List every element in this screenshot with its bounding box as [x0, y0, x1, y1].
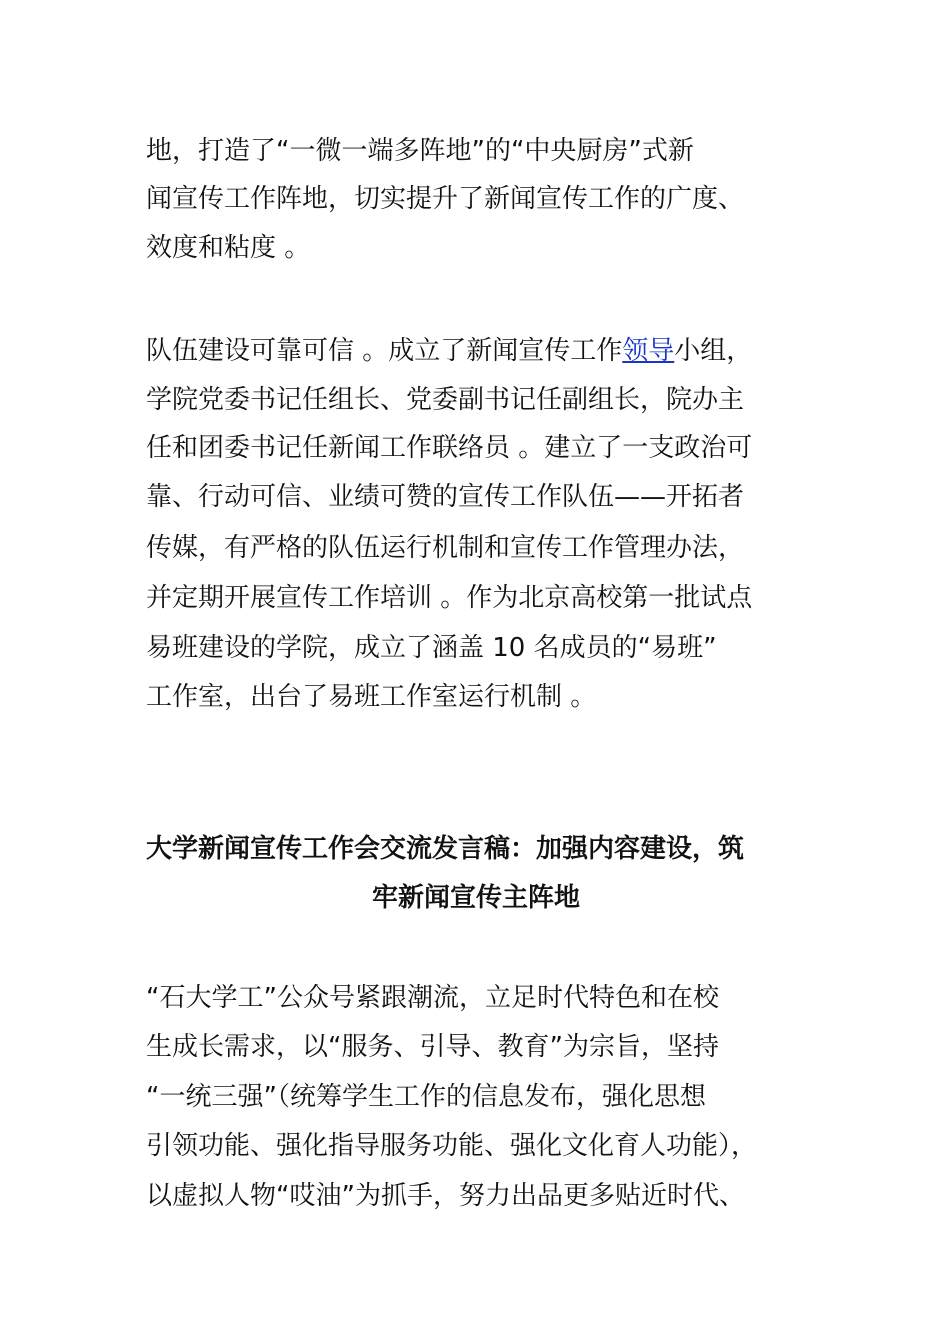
text-line: 闻宣传工作阵地，切实提升了新闻宣传工作的广度、 — [146, 184, 745, 214]
text-segment: 队伍建设可靠可信 。成立了新闻宣传工作 — [146, 336, 623, 366]
text-line: 任和团委书记任新闻工作联络员 。建立了一支政治可 — [146, 433, 753, 463]
heading-line-1: 大学新闻宣传工作会交流发言稿：加强内容建设，筑 — [146, 834, 745, 864]
text-line: 靠、行动可信、业绩可赞的宣传工作队伍——开拓者 — [146, 482, 745, 512]
text-line: 引领功能、强化指导服务功能、强化文化育人功能）， — [146, 1131, 758, 1161]
text-line — [146, 334, 752, 368]
text-line: “石大学工”公众号紧跟潮流，立足时代特色和在校 — [146, 983, 719, 1013]
text-line: 生成长需求，以“服务、引导、教育”为宗旨，坚持 — [146, 1032, 719, 1062]
text-line: 传媒，有严格的队伍运行机制和宣传工作管理办法， — [146, 533, 745, 563]
text-line: 地，打造了“一微一端多阵地”的“中央厨房”式新 — [146, 136, 694, 166]
text-line: 学院党委书记任组长、党委副书记任副组长，院办主 — [146, 385, 745, 415]
text-line: “一统三强”（统筹学生工作的信息发布，强化思想 — [146, 1082, 706, 1112]
text-segment: 小组， — [674, 336, 753, 366]
leadership-link[interactable]: 领导 — [622, 336, 675, 366]
text-line: 以虚拟人物“哎油”为抓手，努力出品更多贴近时代、 — [146, 1181, 745, 1211]
text-line: 效度和粘度 。 — [146, 233, 311, 263]
text-line: 工作室，出台了易班工作室运行机制 。 — [146, 682, 597, 712]
heading-line-2: 牢新闻宣传主阵地 — [371, 883, 580, 913]
text-line: 易班建设的学院，成立了涵盖 10 名成员的“易班” — [146, 633, 717, 663]
text-line: 并定期开展宣传工作培训 。作为北京高校第一批试点 — [146, 583, 753, 613]
